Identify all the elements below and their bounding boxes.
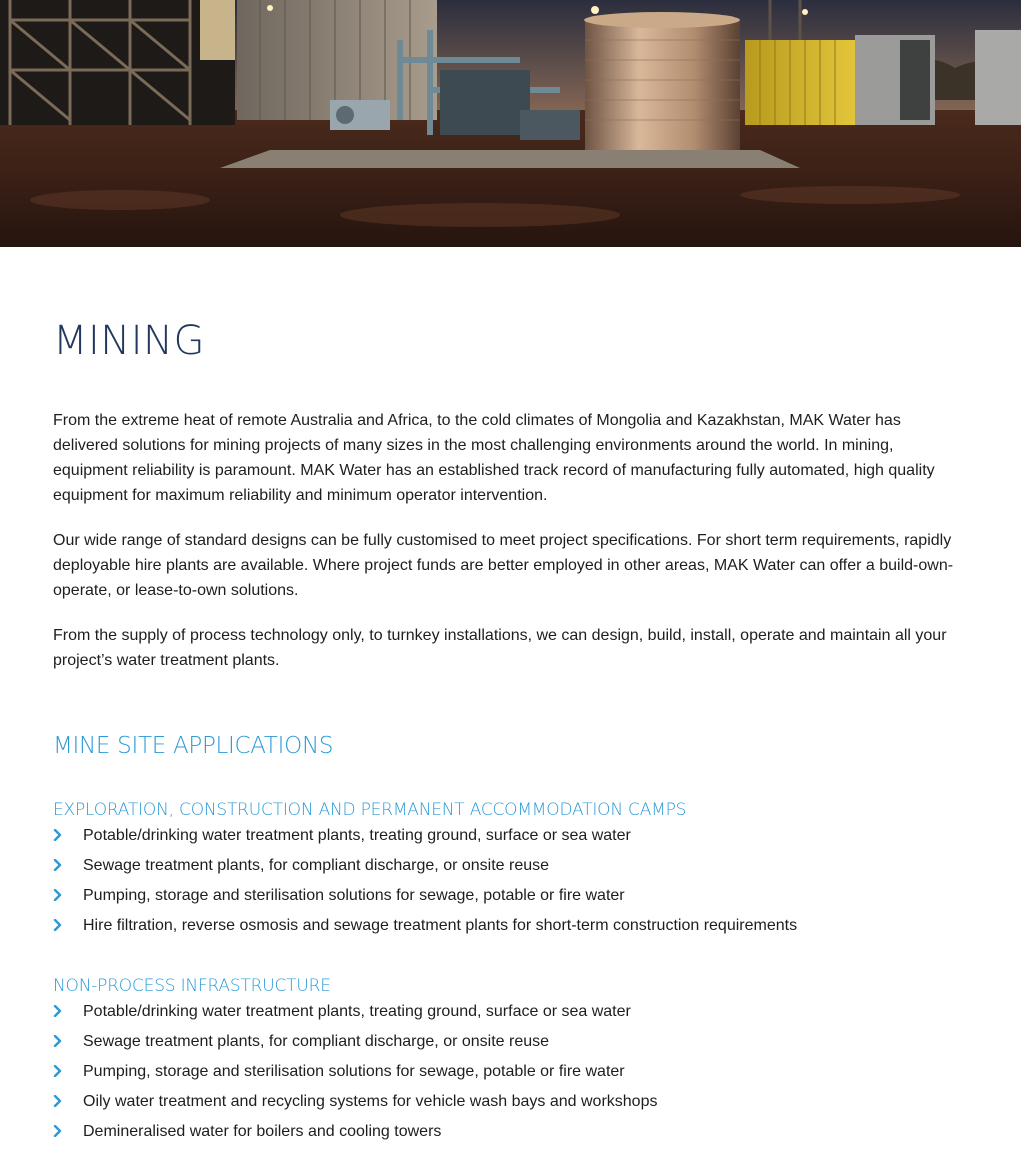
intro-paragraph: From the extreme heat of remote Australia and Africa, to the cold climates of Mongolia and Kazakhstan, MAK Water has delivered solutions for mining projects of many sizes in the most challenging environments around the world. In mining, equipment reliability is paramount. MAK Water has an established track record of manufacturing fully automated, high quality equipment for maximum reliability and minimum operator intervention. [53, 412, 935, 504]
application-group-non-process [53, 975, 973, 1147]
list-item [53, 911, 973, 941]
list-item-text: Sewage treatment plants, for compliant discharge, or onsite reuse [83, 1033, 550, 1050]
chevron-right-icon [53, 829, 63, 841]
chevron-right-icon [53, 1065, 63, 1077]
chevron-right-icon [53, 919, 63, 931]
page-title: MINING [53, 318, 205, 364]
list-item [53, 1057, 973, 1087]
mining-plant-photo [0, 0, 1021, 247]
application-group-camps [53, 799, 973, 941]
bullet-list [53, 997, 973, 1147]
chevron-right-icon [53, 859, 63, 871]
intro-text [53, 408, 968, 693]
list-item [53, 821, 973, 851]
chevron-right-icon [53, 1095, 63, 1107]
chevron-right-icon [53, 1125, 63, 1137]
list-item [53, 1117, 973, 1147]
section-title-applications: MINE SITE APPLICATIONS [53, 733, 334, 759]
chevron-right-icon [53, 1035, 63, 1047]
hero-image [0, 0, 1021, 247]
list-item [53, 997, 973, 1027]
list-item-text: Demineralised water for boilers and cooling towers [83, 1123, 442, 1140]
list-item-text: Potable/drinking water treatment plants, treating ground, surface or sea water [83, 827, 631, 844]
list-item-text: Sewage treatment plants, for compliant discharge, or onsite reuse [83, 857, 550, 874]
bullet-list [53, 821, 973, 941]
list-item [53, 1027, 973, 1057]
list-item [53, 881, 973, 911]
list-item-text: Hire filtration, reverse osmosis and sewage treatment plants for short-term construction requirements [83, 917, 798, 934]
chevron-right-icon [53, 1005, 63, 1017]
group-title: NON-PROCESS INFRASTRUCTURE [53, 976, 331, 996]
group-title: EXPLORATION, CONSTRUCTION AND PERMANENT ACCOMMODATION CAMPS [53, 800, 687, 820]
list-item [53, 851, 973, 881]
chevron-right-icon [53, 889, 63, 901]
list-item-text: Oily water treatment and recycling systems for vehicle wash bays and workshops [83, 1093, 658, 1110]
list-item-text: Pumping, storage and sterilisation solutions for sewage, potable or fire water [83, 1063, 625, 1080]
list-item-text: Potable/drinking water treatment plants, treating ground, surface or sea water [83, 1003, 631, 1020]
intro-paragraph: Our wide range of standard designs can be fully customised to meet project specifications. For short term requirements, rapidly deployable hire plants are available. Where project funds are better employed in other areas, MAK Water can offer a build-own-operate, or lease-to-own solutions. [53, 532, 954, 599]
list-item [53, 1087, 973, 1117]
list-item-text: Pumping, storage and sterilisation solutions for sewage, potable or fire water [83, 887, 625, 904]
intro-paragraph: From the supply of process technology only, to turnkey installations, we can design, build, install, operate and maintain all your project’s water treatment plants. [53, 627, 947, 669]
